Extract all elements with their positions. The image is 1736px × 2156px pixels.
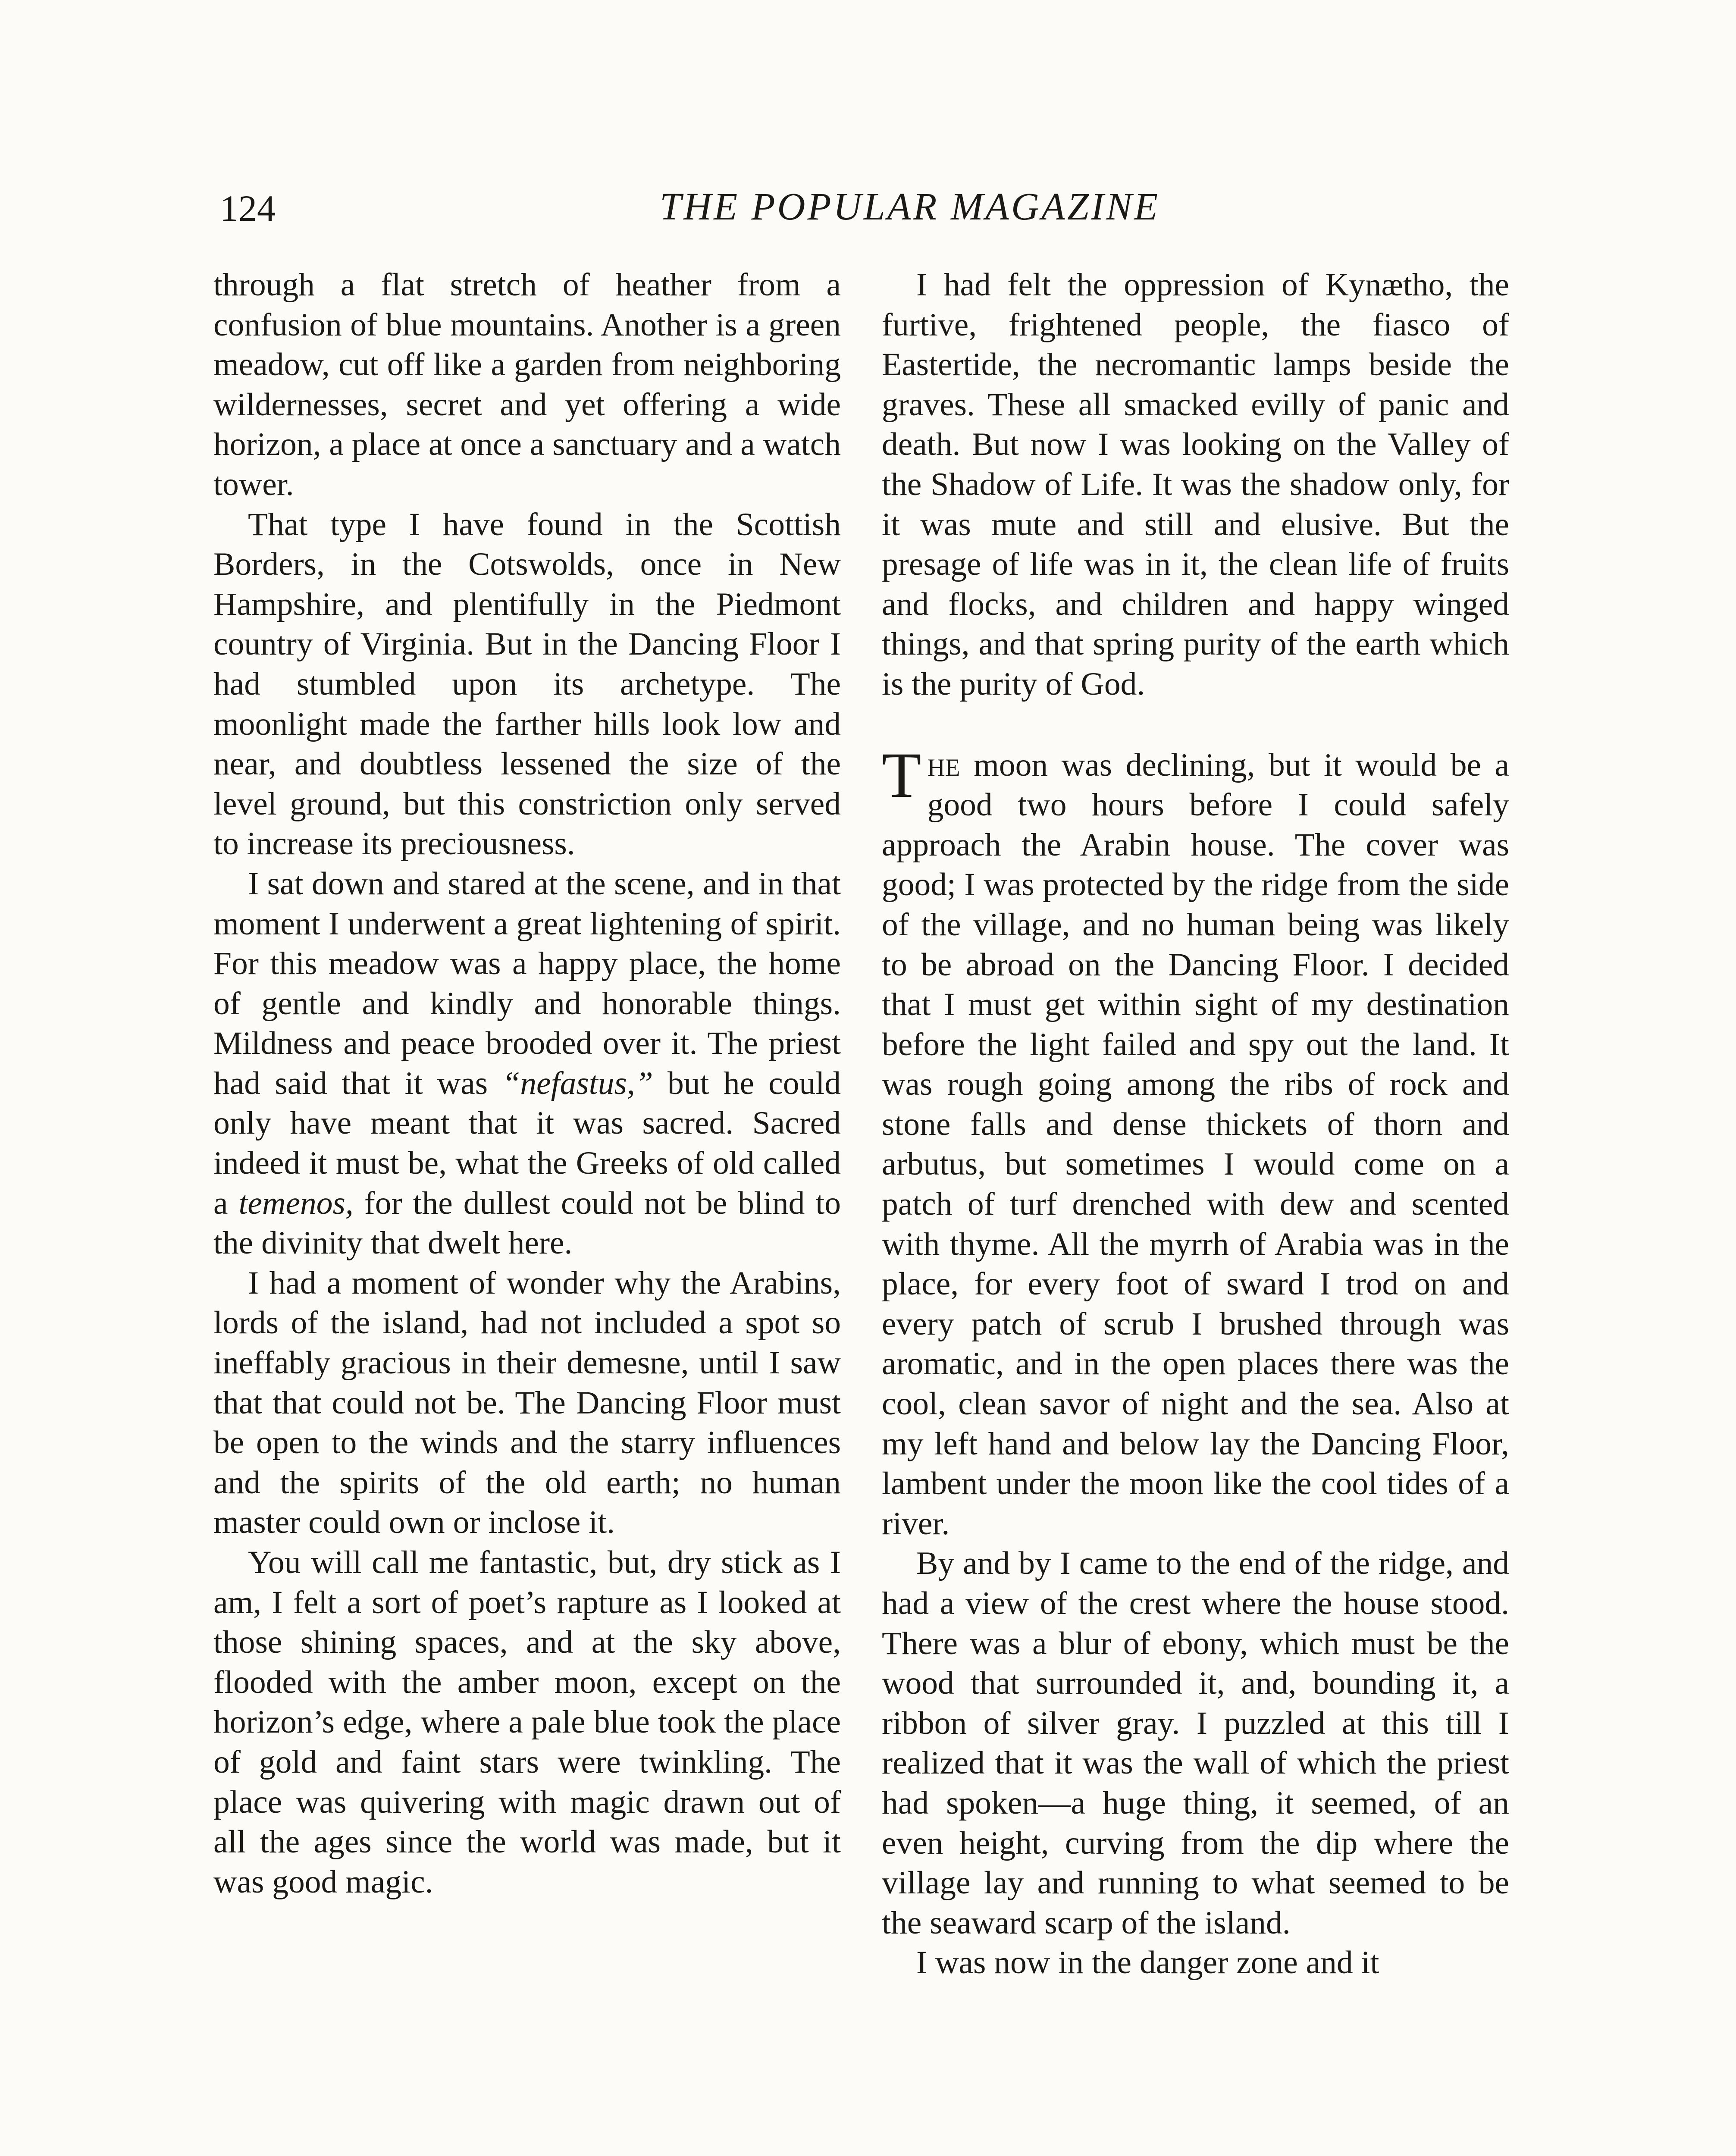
right-column bbox=[882, 265, 1509, 1983]
paragraph: I had a moment of wonder why the Arabins, lords of the island, had not included a spot so ineffably gracious in their demesne, until I saw that that could not be. The Dancing Floor must be open to the winds and the starry influences and the spirits of the old earth; no human master could own or inclose it. bbox=[213, 1265, 841, 1541]
paragraph: By and by I came to the end of the ridge, and had a view of the crest where the house stood. There was a blur of ebony, which must be the wood that surrounded it, and, bounding it, a ribbon of silver gray. I puzzled at this till I realized that it was the wall of which the priest had spoken—a huge thing, it seemed, of an even height, curving from the dip where the village lay and running to what seemed to be the seaward scarp of the island. bbox=[882, 1545, 1509, 1941]
small-caps-lead: he bbox=[927, 744, 960, 783]
text-run: for the dullest could not be blind to the divinity that dwelt here. bbox=[213, 1185, 841, 1261]
text-run: moon was declining, but it would be a good two hours before I could safely approach the Arabin house. The cover was good; I was protected by the ridge from the side of the village, and no human being was likely to be abroad on the Dancing Floor. I decided that I must get within sight of my destination before the light failed and spy out the land. It was rough going among the ribs of rock and stone falls and dense thickets of thorn and arbutus, but sometimes I would come on a patch of turf drenched with dew and scented with thyme. All the myrrh of Arabia was in the place, for every foot of sward I trod on and every patch of scrub I brushed through was aromatic, and in the open places there was the cool, clean savor of night and the sea. Also at my left hand and below lay the Dancing Floor, lambent under the moon like the cool tides of a river. bbox=[882, 747, 1509, 1542]
paragraph: I had felt the oppression of Kynætho, the furtive, frightened people, the fiasco of Eastertide, the necromantic lamps beside the graves. These all smacked evilly of panic and death. But now I was looking on the Valley of the Shadow of Life. It was the shadow only, for it was mute and still and elusive. But the presage of life was in it, the clean life of fruits and flocks, and children and happy winged things, and that spring purity of the earth which is the purity of God. bbox=[882, 267, 1509, 702]
italic-term-nefastus: “nefastus,” bbox=[502, 1065, 653, 1101]
page-number: 124 bbox=[220, 188, 276, 229]
paragraph: That type I have found in the Scottish Borders, in the Cotswolds, once in New Hampshire, and plentifully in the Piedmont country of Virginia. But in the Dancing Floor I had stumbled upon its archetype. The moonlight made the farther hills look low and near, and doubtless lessened the size of the level ground, but this constriction only served to increase its preciousness. bbox=[213, 506, 841, 862]
drop-cap: T bbox=[882, 739, 921, 811]
paragraph: I was now in the danger zone and it bbox=[916, 1945, 1379, 1981]
text-run: I sat down and stared at the scene, and in that moment I underwent a great lightening of spirit. For this meadow was a happy place, the home of gentle and kindly and honorable things. Mildness and peace brooded over it. The priest had said that it was bbox=[213, 865, 841, 1101]
running-head: THE POPULAR MAGAZINE bbox=[660, 185, 1160, 228]
paragraph: through a flat stretch of heather from a confusion of blue mountains. Another is a green meadow, cut off like a garden from neighboring wildernesses, secret and yet offering a wide horizon, a place at once a sanctuary and a watch tower. bbox=[213, 267, 841, 502]
paragraph bbox=[213, 864, 841, 1263]
italic-term-temenos: temenos, bbox=[238, 1185, 354, 1221]
text-run: but he could only have meant that it was sacred. Sacred indeed it must be, what the Greeks of old called a bbox=[213, 1065, 841, 1221]
left-column bbox=[213, 265, 841, 1902]
section-start-paragraph bbox=[882, 739, 1509, 1544]
paragraph: You will call me fantastic, but, dry stick as I am, I felt a sort of poet’s rapture as I looked at those shining spaces, and at the sky above, flooded with the amber moon, except on the horizon’s edge, where a pale blue took the place of gold and faint stars were twinkling. The place was quivering with magic drawn out of all the ages since the world was made, but it was good magic. bbox=[213, 1545, 841, 1900]
